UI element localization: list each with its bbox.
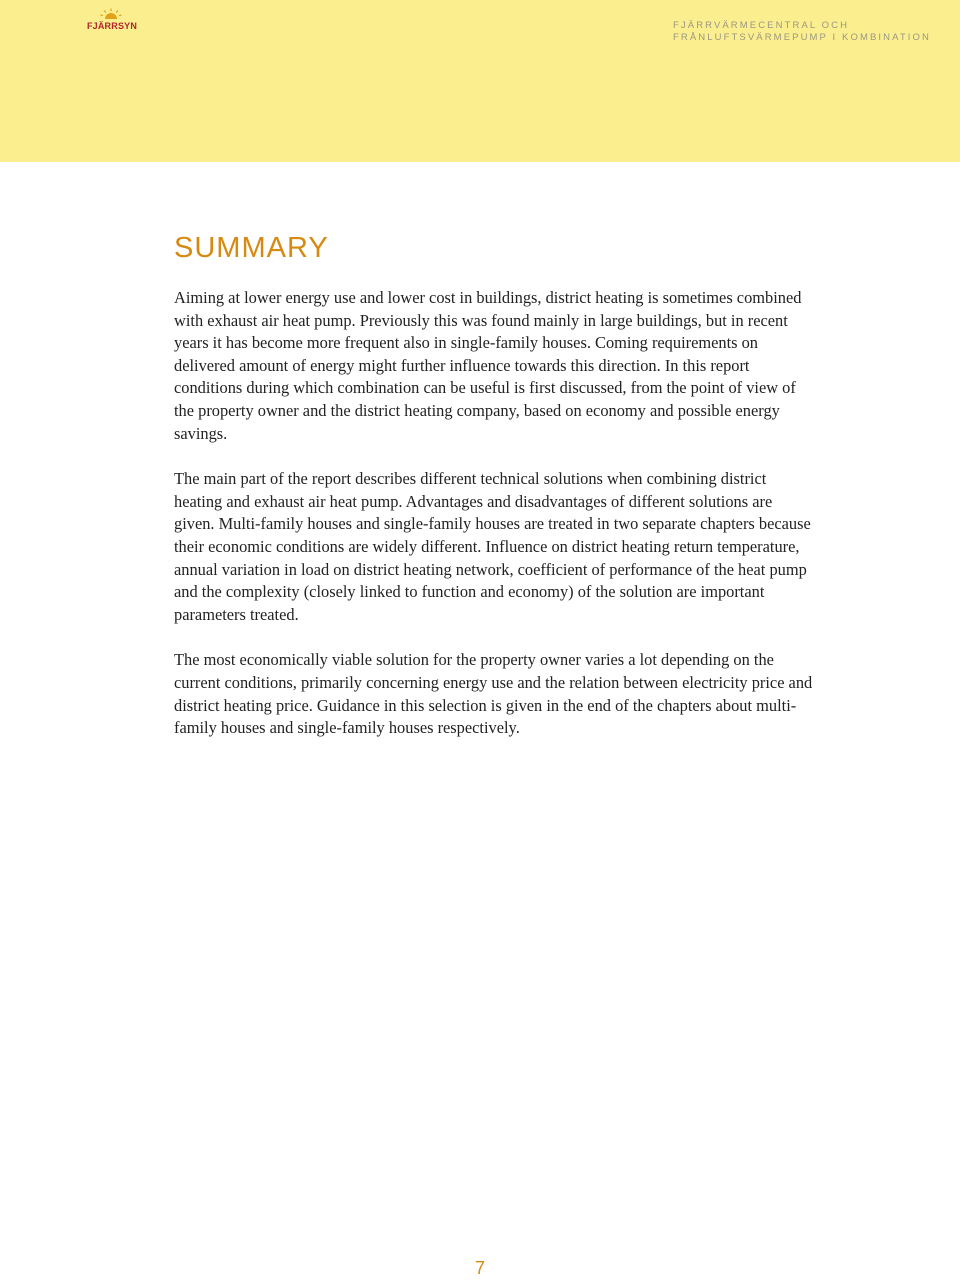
running-header-line-1: FJÄRRVÄRMECENTRAL OCH [673,20,850,31]
paragraph-1: Aiming at lower energy use and lower cost in buildings, district heating is sometimes combined with exhaust air heat pump. Previously this was found mainly in large buildings, but in recent years it has become more frequent also in single-family houses. Coming requirements on delivered amount of energy might further influence towards this direction. In this report conditions during which combination can be useful is first discussed, from the point of view of the property owner and the district heating company, based on economy and possible energy savings. [174,288,802,443]
running-header-line-2: FRÅNLUFTSVÄRMEPUMP I KOMBINATION [673,32,931,43]
summary-body [174,287,814,763]
fjarrsyn-logo [82,8,142,38]
paragraph-3: The most economically viable solution for the property owner varies a lot depending on the current conditions, primarily concerning energy use and the relation between electricity price and district heating price. Guidance in this selection is given in the end of the chapters about multi-family houses and single-family houses respectively. [174,650,813,738]
sun-icon [100,8,122,20]
page-title: SUMMARY [174,232,329,264]
page-number: 7 [474,1258,485,1278]
logo-text: FJÄRRSYN [86,21,138,31]
running-header [673,20,953,44]
header-band [0,0,960,162]
paragraph-2: The main part of the report describes different technical solutions when combining district heating and exhaust air heat pump. Advantages and disadvantages of different solutions are given. Multi-family houses and single-family houses are treated in two separate chapters because their economic conditions are widely different. Influence on district heating return temperature, annual variation in load on district heating network, coefficient of performance of the heat pump and the complexity (closely linked to function and economy) of the solution are important parameters treated. [174,469,811,624]
